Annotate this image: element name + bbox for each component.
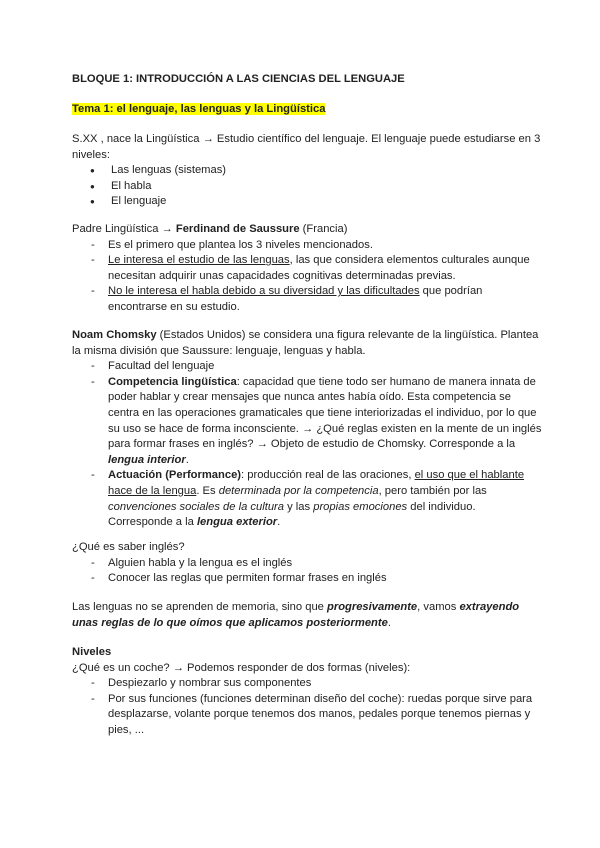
punctuation: . <box>185 453 189 466</box>
niveles-question: ¿Qué es un coche? → Podemos responder de dos formas (niveles): <box>72 661 411 674</box>
list-item: - Facultad del lenguaje <box>72 359 542 375</box>
ingles-question: ¿Qué es saber inglés? <box>72 541 185 553</box>
saussure-name: Ferdinand de Saussure <box>175 223 300 235</box>
saussure-section <box>72 222 542 316</box>
list-item: - Conocer las reglas que permiten formar frases en inglés <box>72 571 542 587</box>
saussure-pre: Padre Lingüística → <box>72 223 176 235</box>
tema-1-highlight: Tema 1: el lenguaje, las lenguas y la Lingüística <box>72 103 326 115</box>
niveles-items <box>72 676 542 738</box>
niveles-heading: Niveles <box>72 646 112 658</box>
item-text: que podrían encontrarse en su estudio. <box>108 285 483 313</box>
actuacion-text: del individuo. Corresponde a la <box>108 500 476 529</box>
actuacion-text: y las <box>284 500 314 513</box>
niveles-section <box>72 645 542 739</box>
saussure-intro <box>72 222 542 238</box>
ingles-list <box>72 556 542 587</box>
list-item: - Por sus funciones (funciones determinan diseño del coche): ruedas porque sirve para desplazarse, volante porque tenemos dos manos, pedales porque tenemos piernas y pies, ... <box>72 692 542 739</box>
saussure-post: (Francia) <box>299 223 348 235</box>
list-item: ● Las lenguas (sistemas) <box>72 163 542 179</box>
actuacion-text: : producción real de las oraciones, <box>241 469 415 482</box>
intro-section <box>72 132 542 210</box>
saussure-list <box>72 238 542 316</box>
lengua-exterior: lengua exterior <box>196 516 278 529</box>
chomsky-section <box>72 328 542 531</box>
actuacion-text: , pero también por las <box>378 484 487 497</box>
list-item: ● El habla <box>72 179 542 195</box>
italic-text: propias emociones <box>313 500 408 513</box>
list-item: - Alguien habla y la lengua es el inglés <box>72 556 542 572</box>
aprendizaje-paragraph <box>72 600 542 631</box>
list-item <box>72 284 542 315</box>
item-text: , las que considera elementos culturales aunque necesitan adquirir unas capacidades cognitivas determinadas previas. <box>108 254 530 282</box>
paragraph-text: , vamos <box>417 601 460 613</box>
tema-heading <box>72 102 542 118</box>
list-item <box>72 253 542 284</box>
bold-italic-text: extrayendo unas reglas de lo que oímos que aplicamos posteriormente <box>72 601 520 629</box>
underlined-text: el uso que el hablante hace de la lengua <box>108 469 525 497</box>
italic-text: determinada por la competencia <box>218 484 379 497</box>
lengua-interior: lengua interior <box>108 453 186 466</box>
competencia-text: : capacidad que tiene todo ser humano de manera innata de poder hablar y crear mensajes que nunca antes había oído. Esta competencia se centra en las operaciones gramaticales que tiene interiorizadas el individuo, por lo que su uso se hace de forma inconsciente. → ¿Qué reglas existen en la mente de un inglés para formar frases en inglés? → Objeto de estudio de Chomsky. Corresponde a la <box>108 375 542 451</box>
intro-text: S.XX , nace la Lingüística → Estudio científico del lenguaje. El lenguaje puede estudiarse en 3 niveles: <box>72 133 541 161</box>
punctuation: . <box>277 516 281 529</box>
ingles-section <box>72 540 542 587</box>
chomsky-list <box>72 359 542 531</box>
chomsky-text: (Estados Unidos) se considera una figura relevante de la lingüística. Plantea la misma división que Saussure: lenguaje, lenguas y habla. <box>72 329 539 357</box>
list-item: ● El lenguaje <box>72 194 542 210</box>
actuacion-text: . Es <box>196 484 219 497</box>
list-item: - Es el primero que plantea los 3 niveles mencionados. <box>72 238 542 254</box>
underlined-text: Le interesa el estudio de las lenguas <box>108 254 290 267</box>
bold-italic-text: progresivamente <box>327 601 418 613</box>
underlined-text: No le interesa el habla debido a su diversidad y las dificultades <box>108 285 420 298</box>
actuacion-label: Actuación (Performance) <box>108 469 242 482</box>
list-item <box>72 375 542 469</box>
competencia-label: Competencia lingüística <box>108 375 237 388</box>
punctuation: . <box>387 616 391 629</box>
list-item <box>72 468 542 530</box>
paragraph-text: Las lenguas no se aprenden de memoria, sino que <box>72 601 327 613</box>
document-title: BLOQUE 1: INTRODUCCIÓN A LAS CIENCIAS DEL LENGUAJE <box>72 73 405 85</box>
chomsky-intro <box>72 328 542 359</box>
niveles-list <box>72 163 542 210</box>
list-item: - Despiezarlo y nombrar sus componentes <box>72 676 542 692</box>
italic-text: convenciones sociales de la cultura <box>108 500 284 513</box>
chomsky-name: Noam Chomsky <box>72 329 157 341</box>
